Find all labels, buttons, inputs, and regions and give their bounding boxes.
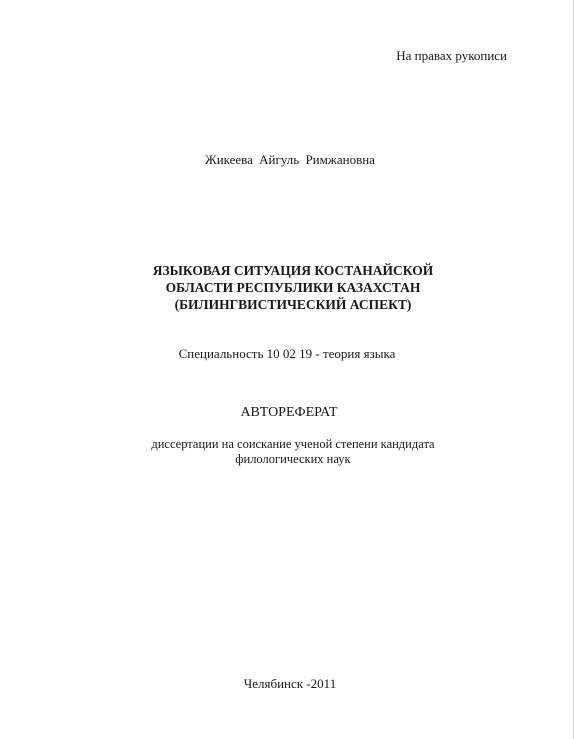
dissertation-title (0, 262, 574, 313)
manuscript-rights-note: На правах рукописи (396, 48, 507, 63)
city-year: Челябинск -2011 (243, 676, 337, 691)
degree-description (0, 437, 574, 467)
description-line-2: филологических наук (235, 452, 351, 466)
title-line-2: ОБЛАСТИ РЕСПУБЛИКИ КАЗАХСТАН (165, 280, 421, 295)
author-name: Жикеева Айгуль Римжановна (205, 152, 375, 167)
specialty-line: Специальность 10 02 19 - теория языка (178, 346, 396, 361)
abstract-heading: АВТОРЕФЕРАТ (240, 405, 338, 420)
title-line-3: (БИЛИНГВИСТИЧЕСКИЙ АСПЕКТ) (174, 297, 412, 312)
title-line-1: ЯЗЫКОВАЯ СИТУАЦИЯ КОСТАНАЙСКОЙ (152, 263, 434, 278)
description-line-1: диссертации на соискание ученой степени кандидата (151, 437, 435, 451)
